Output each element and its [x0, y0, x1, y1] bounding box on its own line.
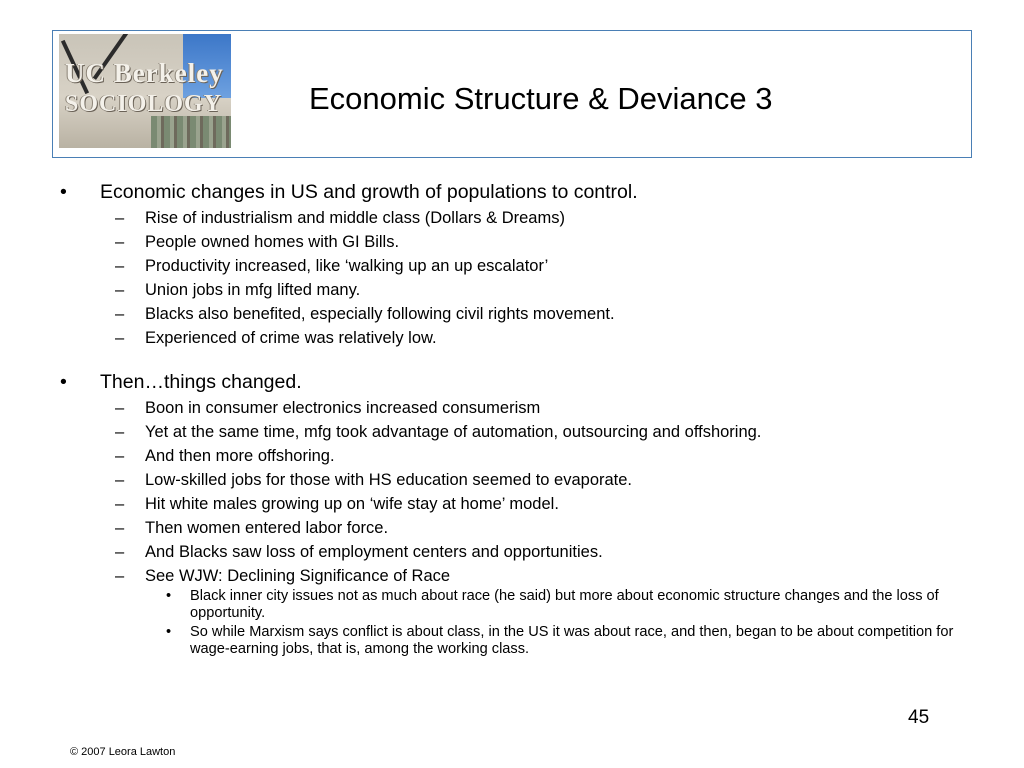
sub-bullet-item — [60, 468, 960, 492]
sub-bullet-item — [60, 516, 960, 540]
sub-bullet-item — [60, 326, 960, 350]
logo-buildings — [151, 116, 231, 148]
section-spacer — [60, 350, 960, 368]
sub-bullet-item — [60, 540, 960, 564]
dash-marker: – — [115, 233, 125, 251]
dash-marker: – — [115, 471, 125, 489]
page-number: 45 — [908, 707, 930, 728]
dash-marker: – — [115, 281, 125, 299]
sub-bullet-text: Union jobs in mfg lifted many. — [145, 281, 361, 299]
sub-bullet-text: Boon in consumer electronics increased consumerism — [145, 399, 541, 417]
bullet-item — [60, 178, 960, 206]
slide-content — [60, 178, 960, 660]
bullet-text: Then…things changed. — [100, 371, 302, 393]
slide-title: Economic Structure & Deviance 3 — [309, 81, 773, 116]
sub-bullet-text: Blacks also benefited, especially following civil rights movement. — [145, 305, 615, 323]
dash-marker: – — [115, 305, 125, 323]
sub-bullet-text: Then women entered labor force. — [145, 519, 389, 537]
sub-bullet-item — [60, 444, 960, 468]
sub-bullet-text: Yet at the same time, mfg took advantage of automation, outsourcing and offshoring. — [145, 423, 762, 441]
sub-bullet-item — [60, 420, 960, 444]
dash-marker: – — [115, 329, 125, 347]
title-frame — [52, 30, 972, 158]
sub-bullet-text: Low-skilled jobs for those with HS education seemed to evaporate. — [145, 471, 633, 489]
copyright-notice: © 2007 Leora Lawton — [70, 746, 176, 758]
bullet-marker: • — [166, 624, 172, 640]
sub-bullet-text: And Blacks saw loss of employment centers and opportunities. — [145, 543, 603, 561]
sub-bullet-item — [60, 206, 960, 230]
logo-line-1: UC Berkeley — [65, 58, 224, 88]
uc-berkeley-sociology-logo — [59, 34, 231, 148]
dash-marker: – — [115, 399, 125, 417]
sub-bullet-item — [60, 302, 960, 326]
bullet-marker: • — [60, 181, 67, 203]
sub-bullet-item — [60, 396, 960, 420]
dash-marker: – — [115, 257, 125, 275]
dash-marker: – — [115, 447, 125, 465]
bullet-marker: • — [166, 588, 172, 604]
sub-bullet-text: Productivity increased, like ‘walking up an up escalator’ — [145, 257, 549, 275]
dash-marker: – — [115, 209, 125, 227]
dash-marker: – — [115, 543, 125, 561]
sub-sub-bullet-text: Black inner city issues not as much about race (he said) but more about economic structure changes and the loss of opportunity. — [190, 588, 939, 621]
dash-marker: – — [115, 519, 125, 537]
sub-sub-bullet-text: So while Marxism says conflict is about class, in the US it was about race, and then, began to be about competition for wage-earning jobs, that is, among the working class. — [190, 624, 954, 657]
sub-bullet-item — [60, 564, 960, 588]
dash-marker: – — [115, 423, 125, 441]
sub-bullet-text: Experienced of crime was relatively low. — [145, 329, 437, 347]
sub-bullet-text: And then more offshoring. — [145, 447, 335, 465]
sub-bullet-item — [60, 492, 960, 516]
sub-sub-bullet-item — [60, 588, 960, 621]
bullet-marker: • — [60, 371, 67, 393]
sub-bullet-text: People owned homes with GI Bills. — [145, 233, 400, 251]
sub-bullet-item — [60, 278, 960, 302]
sub-bullet-text: Rise of industrialism and middle class (Dollars & Dreams) — [145, 209, 565, 227]
sub-bullet-text: See WJW: Declining Significance of Race — [145, 567, 451, 585]
dash-marker: – — [115, 567, 125, 585]
bullet-item — [60, 368, 960, 396]
sub-sub-bullet-item — [60, 624, 960, 657]
sub-bullet-item — [60, 230, 960, 254]
sub-bullet-item — [60, 254, 960, 278]
bullet-text: Economic changes in US and growth of populations to control. — [100, 181, 638, 203]
sub-bullet-text: Hit white males growing up on ‘wife stay at home’ model. — [145, 495, 559, 513]
dash-marker: – — [115, 495, 125, 513]
logo-line-2: SOCIOLOGY — [65, 91, 223, 117]
